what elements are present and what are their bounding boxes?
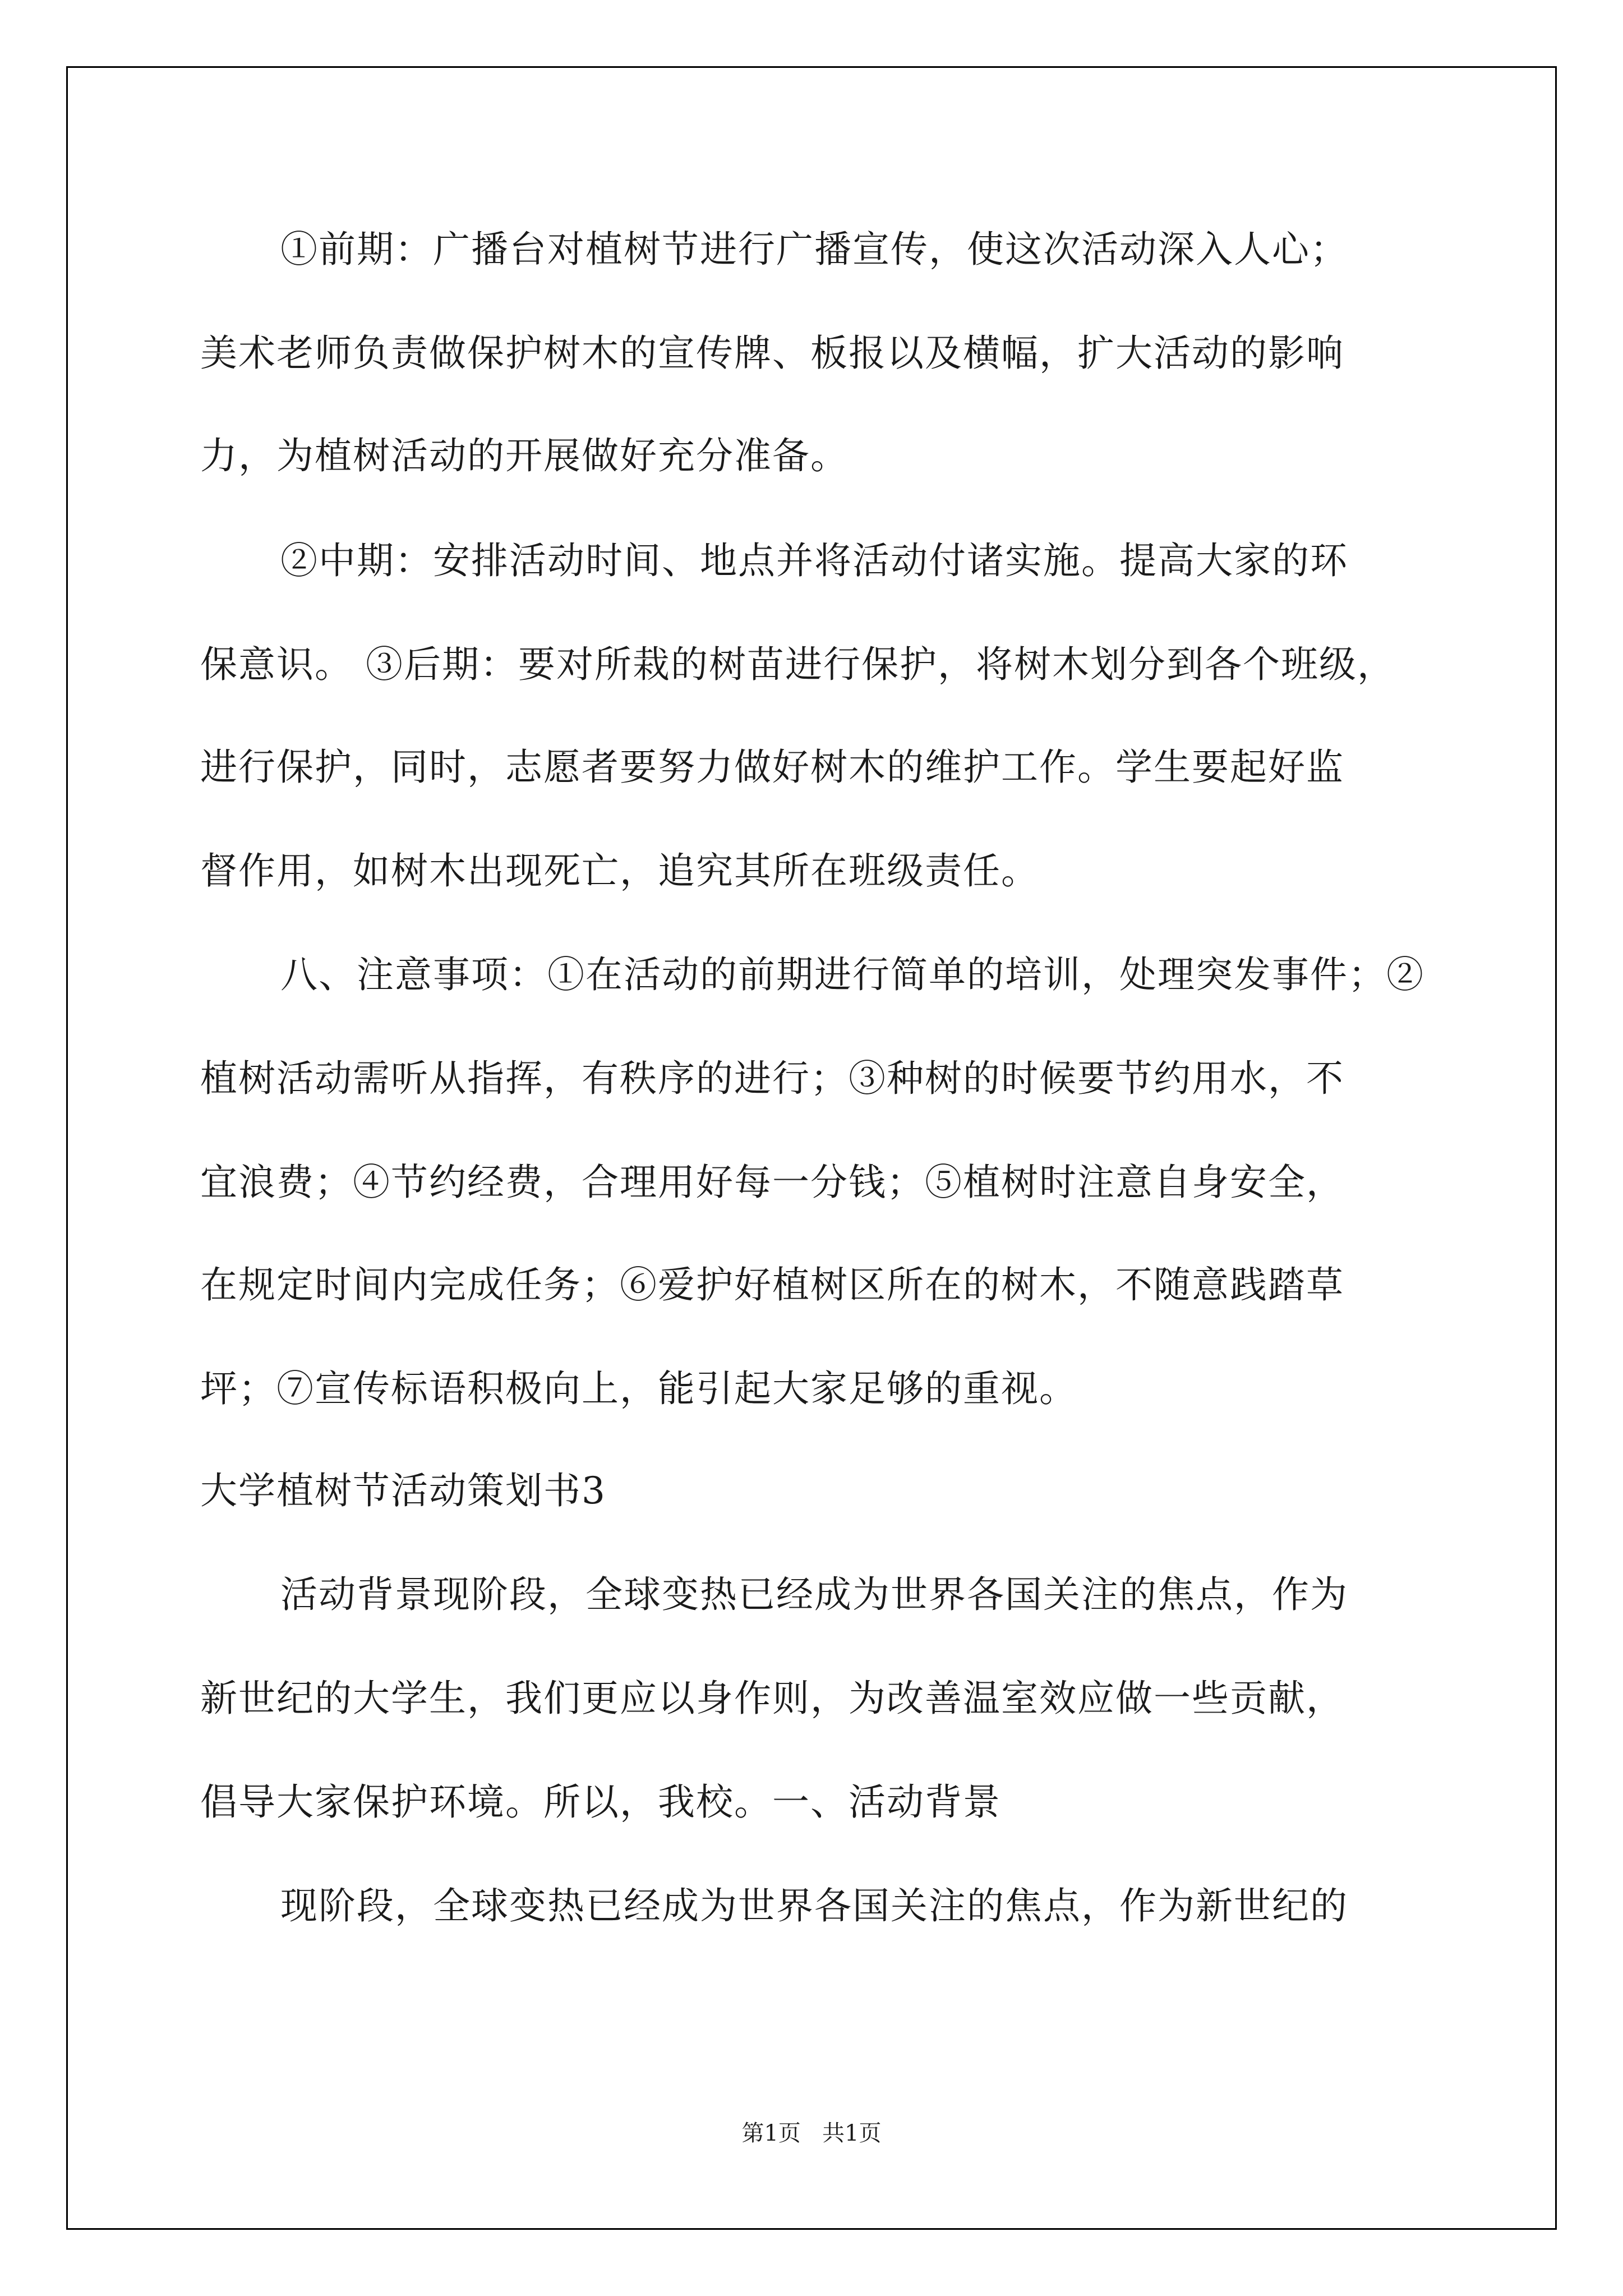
text-line-14: 活动背景现阶段，全球变热已经成为世界各国关注的焦点，作为 [280, 1573, 1348, 1616]
text-line-11: 在规定时间内完成任务；⑥爱护好植树区所在的树木，不随意践踏草 [200, 1263, 1344, 1306]
text-line-15: 新世纪的大学生，我们更应以身作则，为改善温室效应做一些贡献， [200, 1677, 1344, 1720]
text-line-10: 宜浪费；④节约经费，合理用好每一分钱；⑤植树时注意自身安全， [200, 1161, 1344, 1204]
text-line-4: ②中期：安排活动时间、地点并将活动付诸实施。提高大家的环 [280, 539, 1348, 582]
section-heading: 大学植树节活动策划书3 [200, 1469, 606, 1512]
text-line-12: 坪；⑦宣传标语积极向上，能引起大家足够的重视。 [200, 1367, 1077, 1410]
text-line-1: ①前期：广播台对植树节进行广播宣传，使这次活动深入人心； [280, 228, 1348, 271]
text-line-2: 美术老师负责做保护树木的宣传牌、板报以及横幅，扩大活动的影响 [200, 332, 1344, 375]
page-footer: 第1页 共1页 [741, 2120, 882, 2146]
text-line-8: 八、注意事项：①在活动的前期进行简单的培训，处理突发事件；② [280, 953, 1424, 996]
text-line-16: 倡导大家保护环境。所以，我校。一、活动背景 [200, 1780, 1001, 1824]
text-line-5: 保意识。 ③后期：要对所栽的树苗进行保护，将树木划分到各个班级， [200, 643, 1395, 686]
text-line-17: 现阶段，全球变热已经成为世界各国关注的焦点，作为新世纪的 [280, 1884, 1348, 1927]
text-line-3: 力，为植树活动的开展做好充分准备。 [200, 434, 849, 477]
text-line-7: 督作用，如树木出现死亡，追究其所在班级责任。 [200, 849, 1039, 892]
text-line-9: 植树活动需听从指挥，有秩序的进行；③种树的时候要节约用水，不 [200, 1057, 1344, 1100]
text-line-6: 进行保护，同时，志愿者要努力做好树木的维护工作。学生要起好监 [200, 746, 1344, 789]
